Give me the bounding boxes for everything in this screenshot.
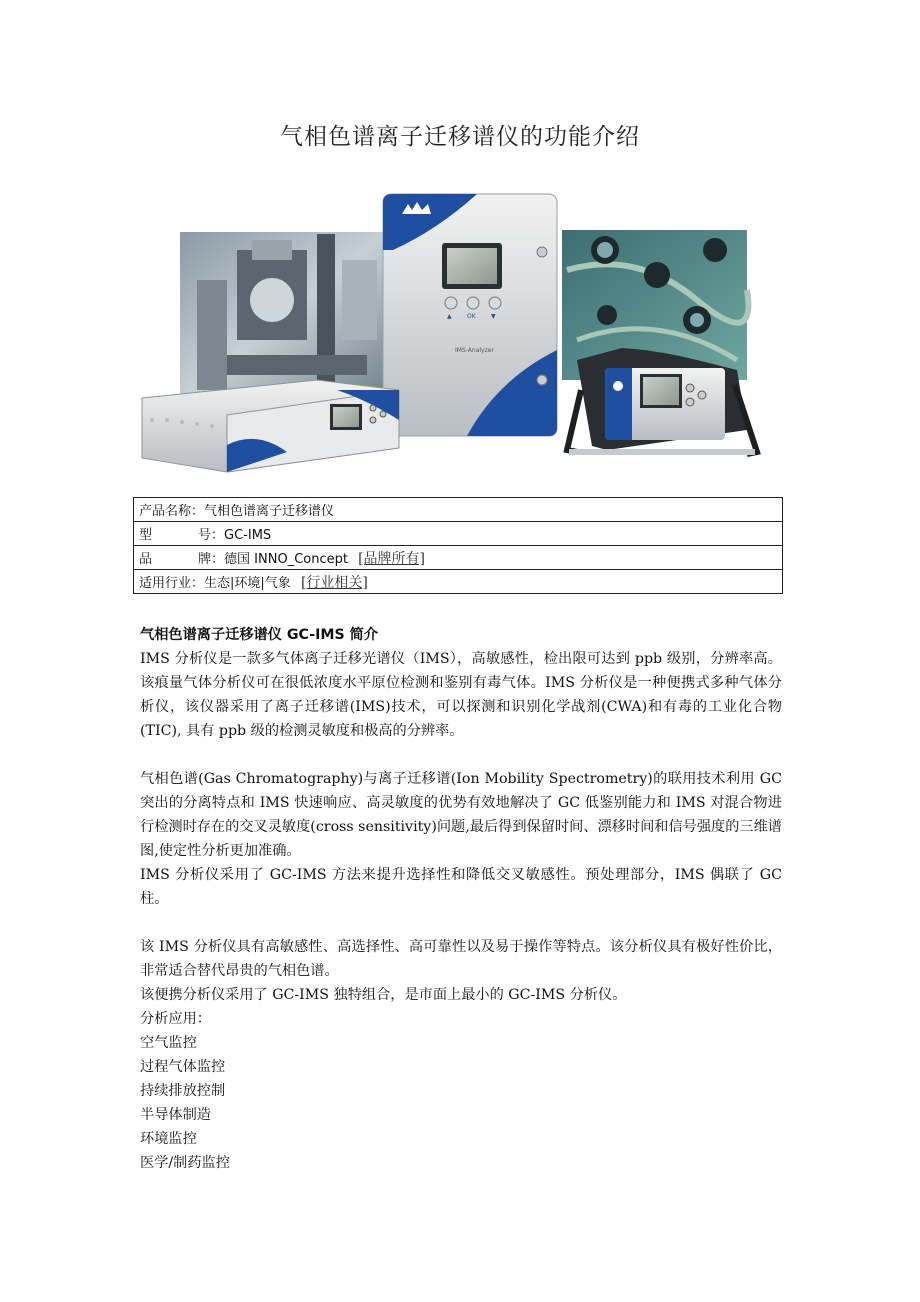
- table-row: 型 号 ：GC-IMS: [134, 522, 783, 546]
- page-title: 气相色谱离子迁移谱仪的功能介绍: [280, 124, 640, 150]
- svg-text:▼: ▼: [491, 313, 496, 320]
- value-product-name: 气相色谱离子迁移谱仪: [204, 504, 335, 519]
- rack-analyzer: [142, 380, 399, 472]
- label-industry: 适用行业: [139, 575, 192, 591]
- list-item: 过程气体监控: [140, 1059, 226, 1075]
- application-list: [140, 1031, 782, 1175]
- label-brand-char-1: 品: [139, 551, 153, 567]
- list-item: 空气监控: [140, 1035, 197, 1051]
- product-info-table: [133, 497, 783, 594]
- value-brand-prefix: 德国: [224, 551, 251, 567]
- table-row: 产品名称：气相色谱离子迁移谱仪: [134, 498, 783, 522]
- paragraph-2: 气相色谱(Gas Chromatography)与离子迁移谱(Ion Mobility Spectrometry)的联用技术利用 GC 突出的分离特点和 IMS 快速响应、高灵敏度的优势有效地解决了 GC 低鉴别能力和 IMS 对混合物进行检测时存在的交叉灵敏度(cross sensitivity)问题,最后得到保留时间、漂移时间和信号强度的三维谱图,使定性分析更加准确。: [140, 771, 782, 859]
- label-product-name: 产品名称: [139, 504, 192, 519]
- label-model-char-1: 型: [139, 528, 153, 543]
- paragraph-5: 该便携分析仪采用了 GC-IMS 独特组合，是市面上最小的 GC-IMS 分析仪。: [140, 987, 627, 1003]
- value-brand: INNO_Concept: [254, 551, 348, 567]
- list-item: 医学/制药监控: [140, 1155, 230, 1171]
- label-brand-char-2: 牌: [197, 551, 211, 567]
- section-heading: 气相色谱离子迁移谱仪 GC-IMS 简介: [140, 627, 379, 643]
- content-body: [140, 623, 782, 1175]
- list-item: 半导体制造: [140, 1107, 211, 1123]
- list-item: 持续排放控制: [140, 1083, 226, 1099]
- value-model: GC-IMS: [224, 528, 272, 543]
- table-row: 品 牌 ：德国 INNO_Concept [品牌所有]: [134, 546, 783, 570]
- table-row: 适用行业：生态|环境|气象 [行业相关]: [134, 570, 783, 594]
- paragraph-1: IMS 分析仪是一款多气体离子迁移光谱仪（IMS），高敏感性，检出限可达到 ppb 级别，分辨率高。该痕量气体分析仪可在很低浓度水平原位检测和鉴别有毒气体。IMS 分析仪是一种便携式多种气体分析仪，该仪器采用了离子迁移谱(IMS)技术，可以探测和识别化学战剂(CWA)和有毒的工业化合物(TIC), 具有 ppb 级的检测灵敏度和极高的分辨率。: [140, 651, 782, 739]
- industry-link[interactable]: [行业相关]: [300, 574, 368, 591]
- list-item: 环境监控: [140, 1131, 197, 1147]
- ok-label: OK: [467, 313, 476, 320]
- wall-mount-analyzer: [383, 194, 557, 436]
- value-industry: 生态|环境|气象: [204, 575, 291, 591]
- product-image: [137, 190, 785, 490]
- svg-text:▲: ▲: [447, 313, 452, 320]
- device-label: IMS-Analyzer: [455, 347, 494, 354]
- brand-link[interactable]: [品牌所有]: [358, 550, 426, 567]
- paragraph-4: 该 IMS 分析仪具有高敏感性、高选择性、高可靠性以及易于操作等特点。该分析仪具有极好性价比，非常适合替代昂贵的气相色谱。: [140, 939, 782, 979]
- paragraph-3: IMS 分析仪采用了 GC-IMS 方法来提升选择性和降低交叉敏感性。预处理部分，IMS 偶联了 GC 柱。: [140, 867, 782, 907]
- lab-machine-photo: [180, 232, 390, 400]
- label-model-char-2: 号: [197, 528, 211, 543]
- apps-label: 分析应用：: [140, 1011, 211, 1027]
